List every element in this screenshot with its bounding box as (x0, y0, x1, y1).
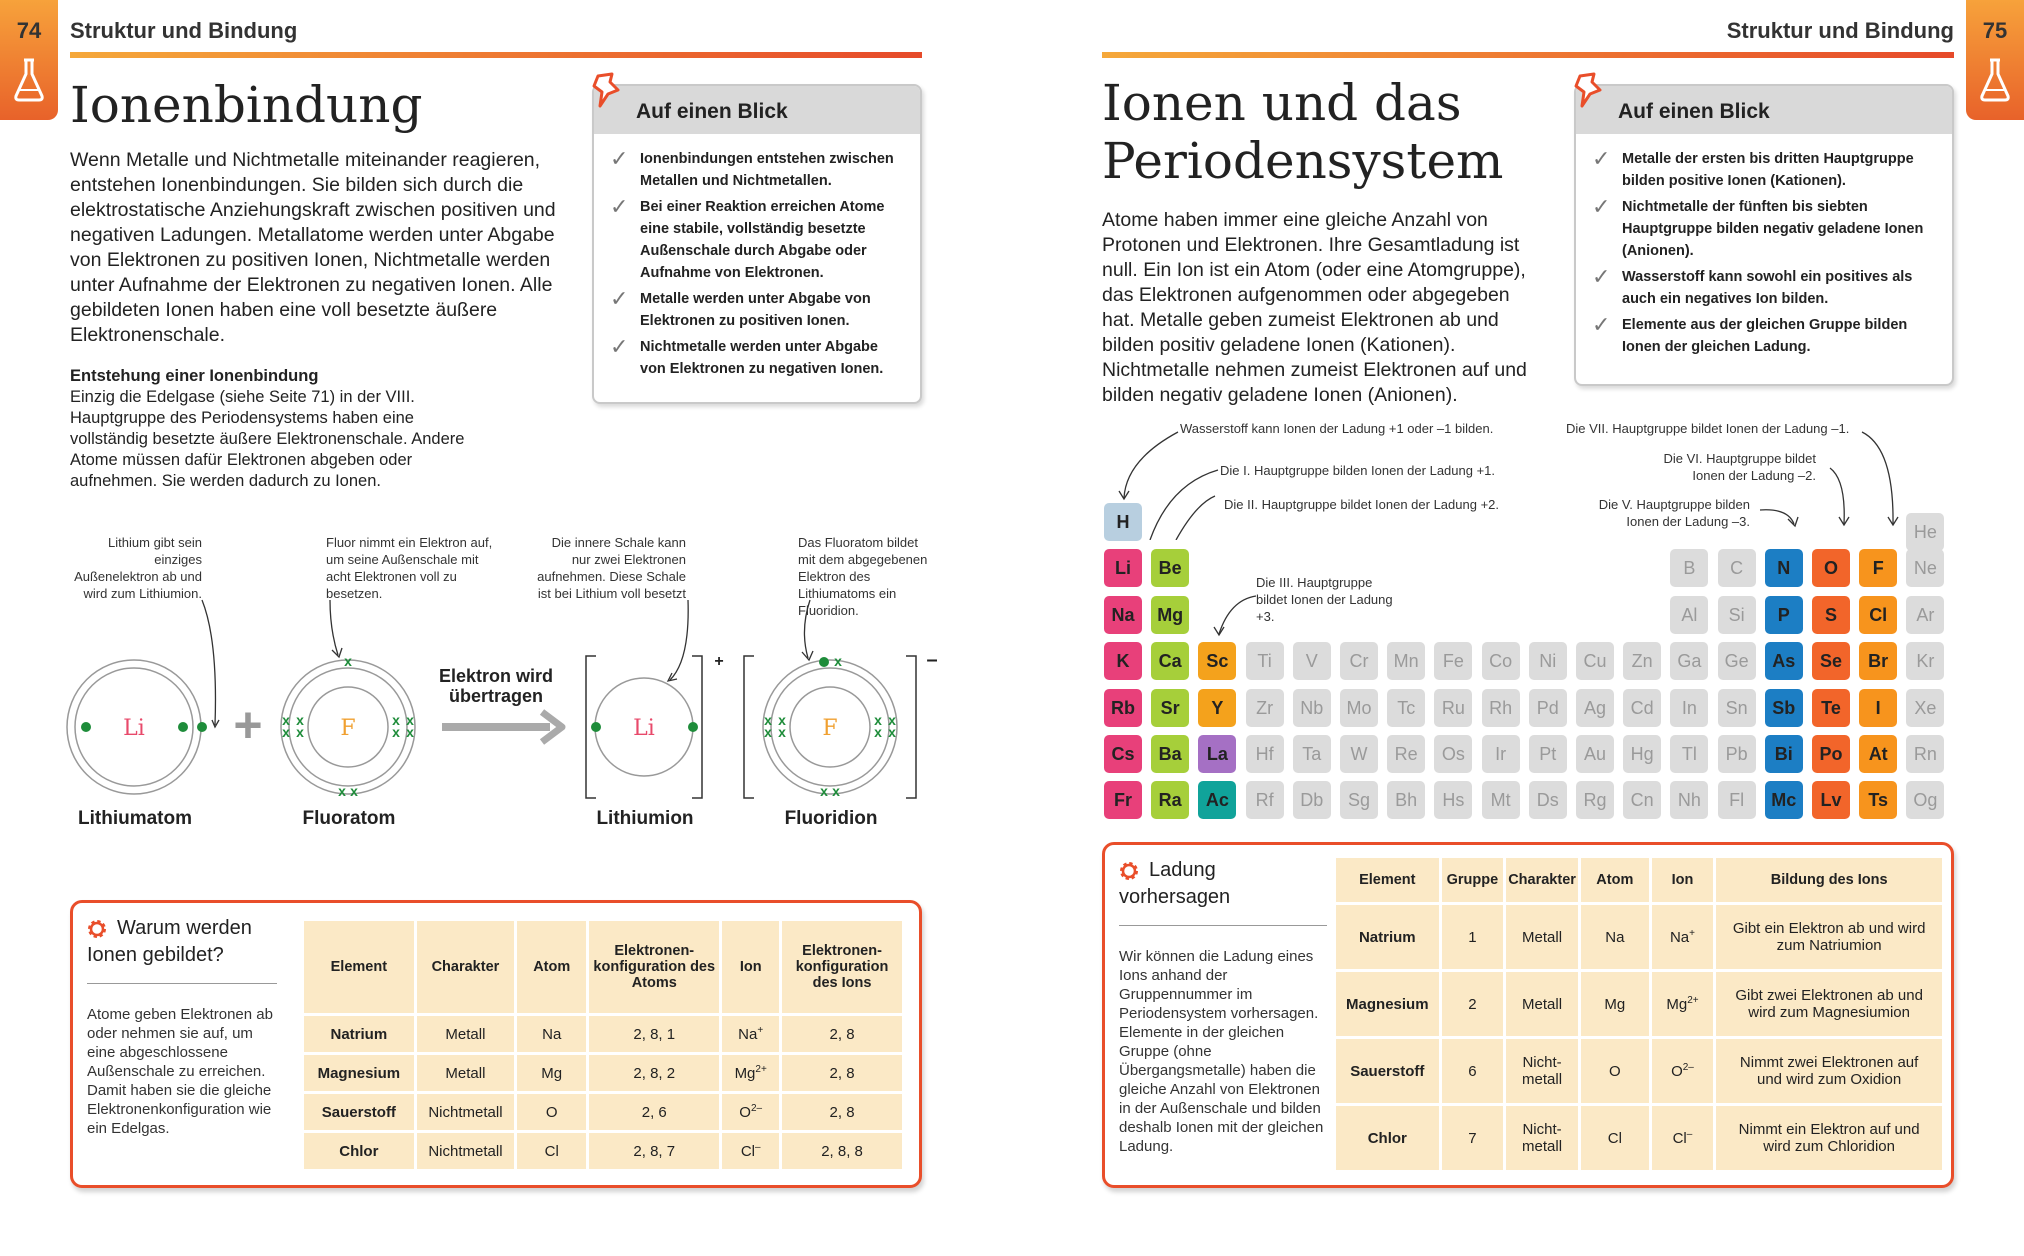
glance-item: ✓ Nichtmetalle der fünften bis siebten Hauptgruppe bilden negativ geladene Ionen (Anionen). (1592, 194, 1924, 259)
table-header: Element (1336, 858, 1439, 902)
element-cell: Re (1387, 735, 1425, 773)
intro-text-right: Atome haben immer eine gleiche Anzahl von Protonen und Elektronen. Ihre Gesamtladung ist null. Ein Ion ist ein Atom (oder eine Atomgruppe), das Elektronen aufgenommen oder abgegeben hat. Metalle geben zumeist Elektronen ab und bilden positiv geladene Ionen (Kationen). Nichtmetalle nehmen zumeist Elektronen auf und bilden negativ geladene Ionen (Anionen). (1102, 209, 1527, 406)
element-cell: Cs (1104, 735, 1142, 773)
table-header: Charakter (1506, 858, 1578, 902)
element-cell: Se (1812, 642, 1850, 680)
element-cell: Rg (1576, 781, 1614, 819)
page-number-left: 74 (16, 18, 42, 43)
element-cell: La (1198, 735, 1236, 773)
element-cell: O (1812, 549, 1850, 587)
element-cell: Bi (1765, 735, 1803, 773)
element-cell: Si (1718, 596, 1756, 634)
element-cell: Mo (1340, 689, 1378, 727)
table-header: Ion (722, 921, 779, 1013)
electron-mark: x (764, 724, 772, 740)
element-cell: Au (1576, 735, 1614, 773)
element-cell: Db (1293, 781, 1331, 819)
element-cell: Zr (1246, 689, 1284, 727)
table-row: Natrium 1 Metall Na Na+ Gibt ein Elektron ab und wird zum Natriumion (1336, 905, 1942, 969)
pushpin-icon (1572, 70, 1610, 110)
annotation-fluor: Fluor nimmt ein Elektron auf, um seine Außenschale mit acht Elektronen voll zu besetzen. (326, 535, 493, 601)
element-cell: Ir (1482, 735, 1520, 773)
table-header: Element (304, 921, 414, 1013)
element-cell: Ag (1576, 689, 1614, 727)
electron-mark: x (764, 712, 772, 728)
electron-mark: x (406, 724, 414, 740)
element-cell: Na (1104, 596, 1142, 634)
sub-text-left: Einzig die Edelgase (siehe Seite 71) in der VIII. Hauptgruppe des Periodensystems haben eine vollständig besetzte äußere Elektronenschale. Andere Atome müssen dafür Elektronen abgeben oder aufnehmen. Sie werden dadurch zu Ionen. (70, 388, 465, 490)
element-cell: Ra (1151, 781, 1189, 819)
element-cell: In (1670, 689, 1708, 727)
element-cell: F (1859, 549, 1897, 587)
electron-mark: x (296, 712, 304, 728)
ion-config-table (301, 918, 905, 1172)
element-cell: Ac (1198, 781, 1236, 819)
info-title-right: Ladung vorhersagen (1119, 859, 1231, 908)
pt-annotation-hydrogen: Wasserstoff kann Ionen der Ladung +1 oder –1 bilden. (1180, 421, 1494, 436)
element-cell: Ge (1718, 642, 1756, 680)
charge-prediction-table (1333, 855, 1945, 1173)
electron-mark: x (888, 724, 896, 740)
element-cell: Fe (1434, 642, 1472, 680)
page-number-right: 75 (1982, 18, 2008, 43)
element-cell: Ds (1529, 781, 1567, 819)
glance-box-left (592, 84, 922, 404)
intro-text-left: Wenn Metalle und Nichtmetalle miteinander reagieren, entstehen Ionenbindungen. Sie bilden sich durch die elektrostatische Anziehungskraft zwischen positiven und negativen Ladungen. Metallatome werden unter Abgabe von Elektronen zu positiven Ionen, Nichtmetalle werden unter Aufnahme der Elektronen zu negativen Ionen. Alle gebildeten Ionen haben eine voll besetzte äußere Elektronenschale. (70, 149, 556, 346)
checkmark-icon: ✓ (610, 146, 629, 171)
glance-item: ✓ Bei einer Reaktion erreichen Atome eine stabile, vollständig besetzte Außenschale durch Abgabe oder Aufnahme von Elektronen. (610, 194, 885, 281)
page-title-right-line2: Periodensystem (1102, 132, 1504, 190)
element-cell: Po (1812, 735, 1850, 773)
element-cell: Cu (1576, 642, 1614, 680)
glance-list-left (594, 134, 920, 380)
section-title-left: Struktur und Bindung (70, 18, 298, 43)
element-cell: Hs (1434, 781, 1472, 819)
element-cell: Y (1198, 689, 1236, 727)
element-cell: Sb (1765, 689, 1803, 727)
electron-mark: x (350, 783, 358, 799)
flask-icon (14, 58, 44, 102)
page-title-right-line1: Ionen und das (1102, 74, 1462, 132)
charge-minus: – (926, 649, 938, 671)
element-cell: Kr (1906, 642, 1944, 680)
element-cell: Mn (1387, 642, 1425, 680)
plus-sign: + (233, 697, 263, 753)
element-cell: He (1906, 513, 1944, 551)
pt-annotation-group2: Die II. Hauptgruppe bildet Ionen der Ladung +2. (1224, 497, 1500, 512)
electron-mark: x (888, 712, 896, 728)
label-fluoridion: Fluoridion (784, 808, 878, 829)
element-cell: Br (1859, 642, 1897, 680)
element-cell: Ts (1859, 781, 1897, 819)
table-header: Elektronen-konfiguration des Atoms (589, 921, 719, 1013)
element-cell: Ar (1906, 596, 1944, 634)
electron-mark: x (392, 712, 400, 728)
element-cell: Zn (1623, 642, 1661, 680)
info-box-right (1102, 842, 1954, 1188)
f-symbol: F (340, 716, 356, 741)
table-row: Sauerstoff 6 Nicht-metall O $O^{2-}$ Nimmt zwei Elektronen auf und wird zum Oxidion (1336, 1039, 1942, 1103)
element-cell: H (1104, 503, 1142, 541)
element-cell: Ba (1151, 735, 1189, 773)
element-cell: Co (1482, 642, 1520, 680)
annotation-fluoride: Das Fluoratom bildet mit dem abgegebenen Elektron des Lithiumatoms ein Fluoridion. (798, 535, 928, 618)
element-cell: Te (1812, 689, 1850, 727)
element-cell: Cn (1623, 781, 1661, 819)
electron-mark: x (820, 783, 828, 799)
element-cell: Nb (1293, 689, 1331, 727)
table-header: Charakter (417, 921, 515, 1013)
table-header: Ion (1652, 858, 1714, 902)
pt-annotation-group5: Die V. Hauptgruppe bilden Ionen der Ladung –3. (1598, 497, 1750, 529)
element-cell: Xe (1906, 689, 1944, 727)
element-cell: Sg (1340, 781, 1378, 819)
element-cell: I (1859, 689, 1897, 727)
glance-item: ✓ Metalle der ersten bis dritten Hauptgruppe bilden positive Ionen (Kationen). (1592, 146, 1914, 189)
checkmark-icon: ✓ (1592, 264, 1611, 289)
electron-mark: x (282, 724, 290, 740)
element-cell: Fl (1718, 781, 1756, 819)
element-cell: Be (1151, 549, 1189, 587)
electron-mark: x (406, 712, 414, 728)
element-cell: Tc (1387, 689, 1425, 727)
table-header: Gruppe (1442, 858, 1504, 902)
table-header: Bildung des Ions (1716, 858, 1942, 902)
element-cell: Rh (1482, 689, 1520, 727)
checkmark-icon: ✓ (1592, 312, 1611, 337)
element-cell: Rf (1246, 781, 1284, 819)
element-cell: N (1765, 549, 1803, 587)
element-cell: K (1104, 642, 1142, 680)
element-cell: Cr (1340, 642, 1378, 680)
pt-annotation-group1: Die I. Hauptgruppe bilden Ionen der Ladung +1. (1220, 463, 1496, 478)
pushpin-icon (590, 70, 628, 110)
checkmark-icon: ✓ (610, 286, 629, 311)
info-title-left: Warum werden Ionen gebildet? (87, 917, 252, 966)
element-cell: V (1293, 642, 1331, 680)
element-cell: Al (1670, 596, 1708, 634)
table-row: Chlor 7 Nicht-metall Cl Cl– Nimmt ein Elektron auf und wird zum Chloridion (1336, 1106, 1942, 1170)
element-cell: Ta (1293, 735, 1331, 773)
element-cell: Mc (1765, 781, 1803, 819)
header-rule-right (1102, 52, 1954, 58)
electron-mark: x (834, 653, 842, 669)
glance-title-right: Auf einen Blick (1576, 86, 1952, 134)
element-cell: Ti (1246, 642, 1284, 680)
label-fluoratom: Fluoratom (302, 808, 396, 829)
element-cell: Hg (1623, 735, 1661, 773)
charge-plus: + (714, 653, 724, 670)
table-row: Chlor Nichtmetall Cl 2, 8, 7 Cl– 2, 8, 8 (304, 1133, 902, 1169)
checkmark-icon: ✓ (610, 334, 629, 359)
element-cell: Lv (1812, 781, 1850, 819)
element-cell: W (1340, 735, 1378, 773)
electron-mark: x (296, 724, 304, 740)
element-cell: B (1670, 549, 1708, 587)
checkmark-icon: ✓ (1592, 194, 1611, 219)
divider (87, 983, 277, 984)
element-cell: Cd (1623, 689, 1661, 727)
element-cell: Mg (1151, 596, 1189, 634)
element-cell: Sc (1198, 642, 1236, 680)
pt-annotation-group7: Die VII. Hauptgruppe bildet Ionen der Ladung –1. (1566, 421, 1850, 436)
annotation-inner-shell: Die innere Schale kann nur zwei Elektronen aufnehmen. Diese Schale ist bei Lithium voll besetzt (537, 535, 686, 601)
element-cell: Cl (1859, 596, 1897, 634)
element-cell: C (1718, 549, 1756, 587)
element-cell: Tl (1670, 735, 1708, 773)
header-rule-left (70, 52, 922, 58)
info-body-right: Wir können die Ladung eines Ions anhand der Gruppennummer im Periodensystem vorhersagen. Elemente in der gleichen Gruppe (ohne Übergangsmetalle) haben die gleiche Anzahl von Elektronen in der Außenschale und bilden deshalb Ionen mit der gleichen Ladung. (1119, 948, 1324, 1155)
element-cell: Mt (1482, 781, 1520, 819)
electron-mark: x (874, 712, 882, 728)
element-cell: Os (1434, 735, 1472, 773)
element-cell: As (1765, 642, 1803, 680)
element-cell: Ni (1529, 642, 1567, 680)
annotation-lithium: Lithium gibt sein einziges Außenelektron ab und wird zum Lithiumion. (74, 535, 202, 601)
electron-mark: x (344, 653, 352, 669)
element-cell: Sr (1151, 689, 1189, 727)
pt-annotation-group3: Die III. Hauptgruppe bildet Ionen der Ladung +3. (1256, 575, 1393, 624)
electron-mark: x (282, 712, 290, 728)
element-cell: Pd (1529, 689, 1567, 727)
transfer-label: Elektron wird übertragen (438, 666, 554, 706)
divider (1119, 925, 1327, 926)
checkmark-icon: ✓ (610, 194, 629, 219)
section-title-right: Struktur und Bindung (1726, 18, 1954, 43)
element-cell: Hf (1246, 735, 1284, 773)
li-symbol: Li (123, 716, 145, 741)
pt-annotation-group6: Die VI. Hauptgruppe bildet Ionen der Ladung –2. (1663, 451, 1816, 483)
element-cell: Og (1906, 781, 1944, 819)
periodic-table (1104, 503, 1954, 823)
flask-icon (1980, 58, 2010, 102)
element-cell: Rn (1906, 735, 1944, 773)
element-cell: Li (1104, 549, 1142, 587)
table-header: Atom (1581, 858, 1649, 902)
electron-mark: x (874, 724, 882, 740)
checkmark-icon: ✓ (1592, 146, 1611, 171)
glance-title-left: Auf einen Blick (594, 86, 920, 134)
element-cell: Fr (1104, 781, 1142, 819)
element-cell: Nh (1670, 781, 1708, 819)
electron-mark: x (832, 783, 840, 799)
electron-mark: x (778, 712, 786, 728)
page-title-left: Ionenbindung (70, 76, 423, 134)
glance-item: ✓ Wasserstoff kann sowohl ein positives als auch ein negatives Ion bilden. (1592, 264, 1913, 307)
element-cell: Rb (1104, 689, 1142, 727)
element-cell: At (1859, 735, 1897, 773)
f-ion-symbol: F (822, 716, 838, 741)
glance-list-right (1576, 134, 1952, 358)
glance-item: ✓ Nichtmetalle werden unter Abgabe von Elektronen zu negativen Ionen. (610, 334, 884, 377)
info-box-left (70, 900, 922, 1188)
element-cell: Ga (1670, 642, 1708, 680)
glance-item: ✓ Metalle werden unter Abgabe von Elektronen zu positiven Ionen. (610, 286, 871, 329)
table-row: Magnesium Metall Mg 2, 8, 2 $Mg^{2+}$ 2, 8 (304, 1055, 902, 1091)
label-lithiumion: Lithiumion (596, 808, 694, 829)
table-row: Natrium Metall Na 2, 8, 1 Na+ 2, 8 (304, 1016, 902, 1052)
element-cell: Ca (1151, 642, 1189, 680)
sub-heading-left: Entstehung einer Ionenbindung (70, 367, 319, 385)
electron-mark: x (392, 724, 400, 740)
table-header: Elektronen-konfiguration des Ions (782, 921, 902, 1013)
label-lithiumatom: Lithiumatom (78, 808, 192, 829)
element-cell: Ne (1906, 549, 1944, 587)
table-row: Sauerstoff Nichtmetall O 2, 6 $O^{2-}$ 2, 8 (304, 1094, 902, 1130)
glance-box-right (1574, 84, 1954, 386)
element-cell: S (1812, 596, 1850, 634)
table-row: Magnesium 2 Metall Mg $Mg^{2+}$ Gibt zwei Elektronen ab und wird zum Magnesiumion (1336, 972, 1942, 1036)
glance-item: ✓ Ionenbindungen entstehen zwischen Metallen und Nichtmetallen. (610, 146, 894, 189)
glance-item: ✓ Elemente aus der gleichen Gruppe bilden Ionen der gleichen Ladung. (1592, 312, 1908, 355)
element-cell: P (1765, 596, 1803, 634)
element-cell: Pt (1529, 735, 1567, 773)
element-cell: Sn (1718, 689, 1756, 727)
li-ion-symbol: Li (633, 716, 655, 741)
element-cell: Ru (1434, 689, 1472, 727)
table-header: Atom (517, 921, 586, 1013)
element-cell: Bh (1387, 781, 1425, 819)
electron-mark: x (778, 724, 786, 740)
info-body-left: Atome geben Elektronen ab oder nehmen sie auf, um eine abgeschlossene Außenschale zu erreichen. Damit haben sie die gleiche Elektronenkonfiguration wie ein Edelgas. (87, 1006, 273, 1137)
element-cell: Pb (1718, 735, 1756, 773)
electron-mark: x (338, 783, 346, 799)
